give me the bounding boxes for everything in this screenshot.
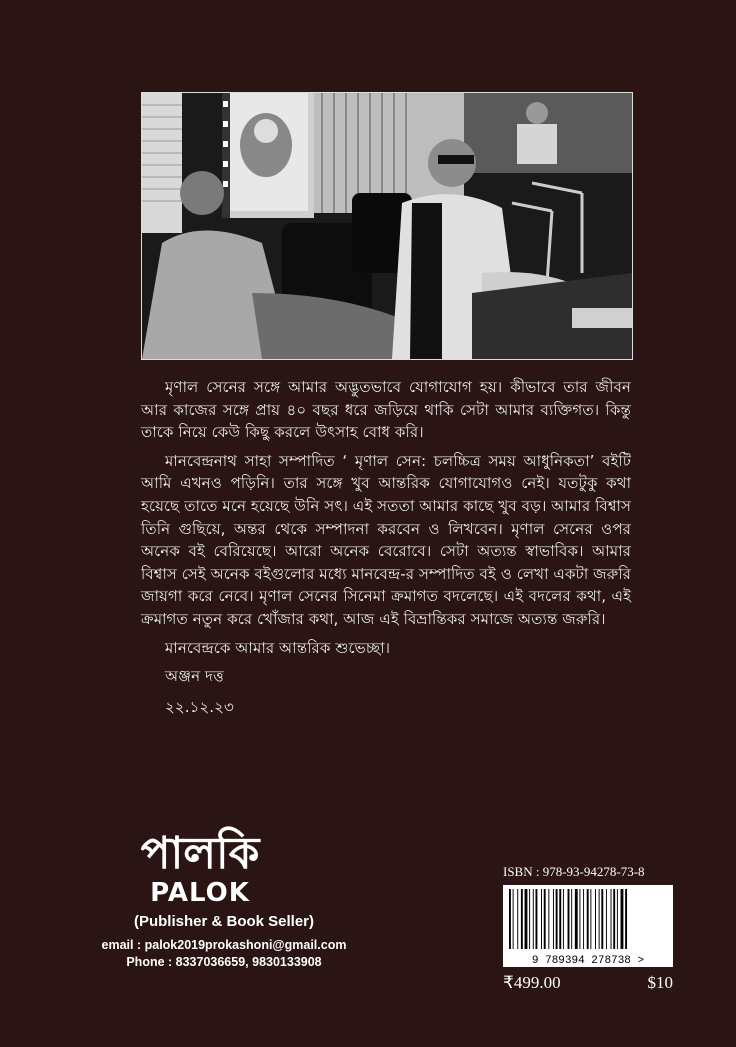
publisher-role: (Publisher & Book Seller) xyxy=(133,913,315,930)
prices xyxy=(503,973,673,993)
logo-english: PALOK xyxy=(150,878,250,908)
logo-bengali: পালকি xyxy=(140,828,260,879)
paragraph-1: মৃণাল সেনের সঙ্গে আমার অদ্ভুতভাবে যোগাযোগ হয়। কীভাবে তার জীবন আর কাজের সঙ্গে প্রায় ৪০ বছর ধরে জড়িয়ে থাকি সেটা আমার ব্যক্তিগত। কিন্তু তাকে নিয়ে কেউ কিছু করলে উৎসাহ বোধ করি। xyxy=(141,378,631,442)
price-usd: $10 xyxy=(647,973,673,992)
blurb-text xyxy=(141,376,631,726)
paragraph-2: মানবেন্দ্রনাথ সাহা সম্পাদিত ‘ মৃণাল সেন: চলচ্চিত্র সময় আধুনিকতা’ বইটি আমি এখনও পড়িনি। তার সঙ্গে খুব আন্তরিক যোগাযোগও নেই। যতটুকু কথা হয়েছে তাতে মনে হয়েছে উনি সৎ। এই সততা আমার কাছে খুব বড়। আমার বিশ্বাস তিনি গুছিয়ে, অন্তর থেকে সম্পাদনা করবেন ও লিখবেন। মৃণাল সেনের ওপর অনেক বই বেরিয়েছে। আরো অনেক বেরোবে। সেটা অত্যন্ত স্বাভাবিক। আমার বিশ্বাস সেই অনেক বইগুলোর মধ্যে মানবেন্দ্র-র সম্পাদিত বই ও লেখা একটা জরুরি জায়গা করে নেবে। মৃণাল সেনের সিনেমা ক্রমাগত বদলেছে। এই বদলের কথা, এই ক্রমাগত নতুন করে খোঁজার কথা, আজ এই বিভ্রান্তিকর সমাজে অত্যন্ত জরুরি। xyxy=(141,451,632,628)
price-inr: ₹499.00 xyxy=(503,973,561,992)
publisher-info xyxy=(93,913,355,971)
photo-illustration xyxy=(142,93,632,359)
publisher-phone: Phone : 8337036659, 9830133908 xyxy=(126,955,322,969)
paragraph-3: মানবেন্দ্রকে আমার আন্তরিক শুভেচ্ছা। xyxy=(165,638,391,657)
signature: অঞ্জন দত্ত xyxy=(165,667,224,686)
barcode xyxy=(503,885,673,967)
isbn: ISBN : 978-93-94278-73-8 xyxy=(503,864,645,879)
cover-photo xyxy=(141,92,633,360)
barcode-block xyxy=(503,864,673,993)
date: ২২.১২.২৩ xyxy=(165,697,234,716)
publisher-email: email : palok2019prokashoni@gmail.com xyxy=(101,938,347,952)
barcode-bars xyxy=(503,885,673,967)
publisher-logo xyxy=(140,828,260,908)
barcode-digits: 9 789394 278738 > xyxy=(531,955,645,967)
